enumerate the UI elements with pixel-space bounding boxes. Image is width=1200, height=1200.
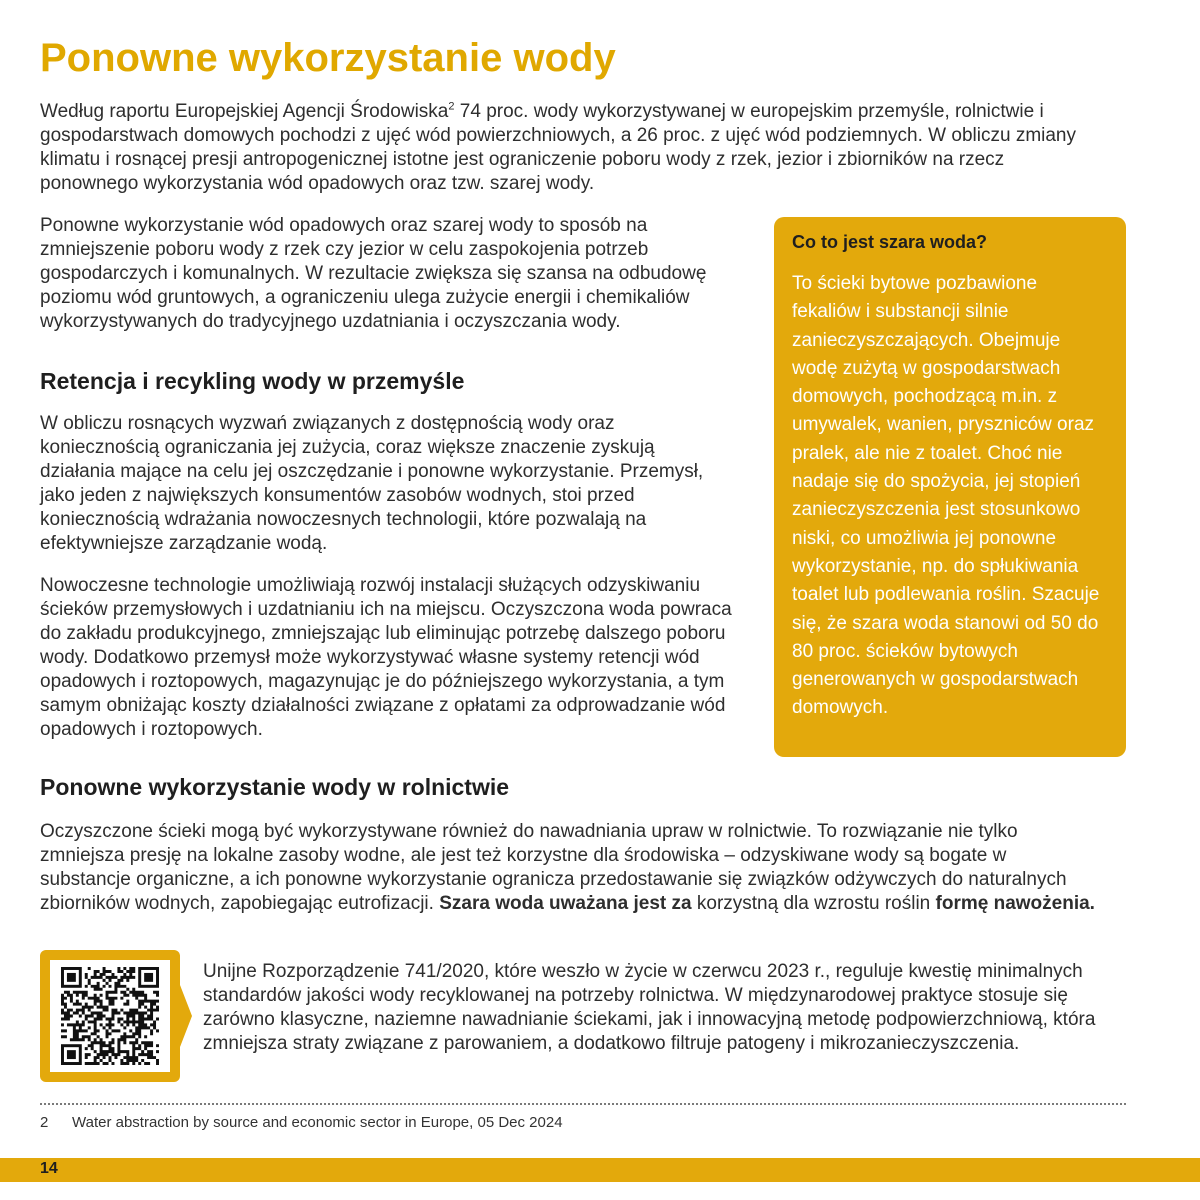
footnote-number: 2 <box>40 1114 49 1131</box>
qr-code-graphic <box>61 967 159 1065</box>
info-box-title: Co to jest szara woda? <box>792 232 988 252</box>
industry-paragraph-2: Nowoczesne technologie umożliwiają rozwój instalacji służących odzyskiwaniu ścieków przemysłowych i uzdatnianiu ich na miejscu. Oczyszczona woda powraca do zakładu produkcyjnego, zmniejszając lub eliminując potrzebę dalszego poboru wody. Dodatkowo przemysł może wykorzystywać własne systemy retencji wód opadowych i roztopowych, magazynując je do późniejszego wykorzystania, a tym samym obniżając koszty działalności związane z opłatami za odprowadzanie wód opadowych i roztopowych. <box>40 575 732 740</box>
page-number: 14 <box>40 1160 58 1177</box>
intro-text-part1: Według raportu Europejskiej Agencji Środowiska <box>40 101 449 122</box>
agriculture-text-main: Oczyszczone ścieki mogą być wykorzystywane również do nawadniania upraw w rolnictwie. To rozwiązanie nie tylko zmniejsza presję na lokalne zasoby wodne, ale jest też korzystne dla środowiska – odzyskiwane wody są bogate w substancje organiczne, a ich ponowne wykorzystanie ogranicza przedostawanie się związków odżywczych do naturalnych zbiorników wodnych, zapobiegając eutrofizacji. <box>40 821 1067 914</box>
agriculture-text-bold-2: formę nawożenia. <box>935 893 1095 914</box>
footnote-text: Water abstraction by source and economic sector in Europe, 05 Dec 2024 <box>72 1114 563 1131</box>
intro-text-part2: 74 proc. wody wykorzystywanej w europejskim przemyśle, rolnictwie i gospodarstwach domowych pochodzi z ujęć wód powierzchniowych, a 26 proc. z ujęć wód podziemnych. W obliczu zmiany klimatu i rosnącej presji antropogenicznej istotne jest ograniczenie poboru wody z rzek, jezior i zbiorników na rzecz ponownego wykorzystania wód opadowych oraz tzw. szarej wody. <box>40 101 1077 194</box>
footnote-reference: 2 <box>448 100 455 113</box>
agriculture-paragraph-2: Unijne Rozporządzenie 741/2020, które weszło w życie w czerwcu 2023 r., reguluje kwestię minimalnych standardów jakości wody recyklowanej na potrzeby rolnictwa. W międzynarodowej praktyce stosuje się zarówno klasyczne, naziemne nawadnianie ściekami, jak i innowacyjną metodę podpowierzchniową, która zmniejsza straty związane z parowaniem, a dodatkowo filtruje patogeny i mikrozanieczyszczenia. <box>203 961 1096 1054</box>
agriculture-section-heading: Ponowne wykorzystanie wody w rolnictwie <box>40 774 510 800</box>
qr-code-icon[interactable] <box>50 960 170 1072</box>
footnote <box>40 1113 563 1133</box>
qr-pointer-arrow <box>180 985 192 1047</box>
page-title: Ponowne wykorzystanie wody <box>40 36 616 80</box>
grey-water-info-box <box>774 217 1126 757</box>
agriculture-paragraph-1 <box>40 820 1100 916</box>
footnote-divider <box>40 1103 1126 1105</box>
qr-code-frame[interactable] <box>40 950 180 1082</box>
intro-paragraph <box>40 100 1100 196</box>
industry-paragraph-1: W obliczu rosnących wyzwań związanych z dostępnością wody oraz koniecznością ograniczania jej zużycia, coraz większe znaczenie zyskują działania mające na celu jej oszczędzanie i ponowne wykorzystanie. Przemysł, jako jeden z największych konsumentów zasobów wodnych, stoi przed koniecznością wdrażania nowoczesnych technologii, które pozwalają na efektywniejsze zarządzanie wodą. <box>40 413 704 554</box>
rainwater-paragraph: Ponowne wykorzystanie wód opadowych oraz szarej wody to sposób na zmniejszenie poboru wody z rzek czy jezior w celu zaspokojenia potrzeb gospodarczych i komunalnych. W rezultacie zwiększa się szansa na odbudowę poziomu wód gruntowych, a ograniczeniu ulega zużycie energii i chemikaliów wykorzystywanych do tradycyjnego uzdatniania i oczyszczania wody. <box>40 215 707 332</box>
info-box-body: To ścieki bytowe pozbawione fekaliów i substancji silnie zanieczyszczających. Obejmuje wodę zużytą w gospodarstwach domowych, pochodzącą m.in. z umywalek, wanien, pryszniców oraz pralek, ale nie z toalet. Choć nie nadaje się do spożycia, jej stopień zanieczyszczenia jest stosunkowo niski, co umożliwia jej ponowne wykorzystanie, np. do spłukiwania toalet lub podlewania roślin. Szacuje się, że szara woda stanowi od 50 do 80 proc. ścieków bytowych generowanych w gospodarstwach domowych. <box>792 273 1100 719</box>
industry-section-heading: Retencja i recykling wody w przemyśle <box>40 368 465 394</box>
agriculture-text-mid: korzystną dla wzrostu roślin <box>691 893 936 914</box>
agriculture-text-bold-1: Szara woda uważana jest za <box>439 893 692 914</box>
page-footer-bar <box>0 1158 1200 1182</box>
